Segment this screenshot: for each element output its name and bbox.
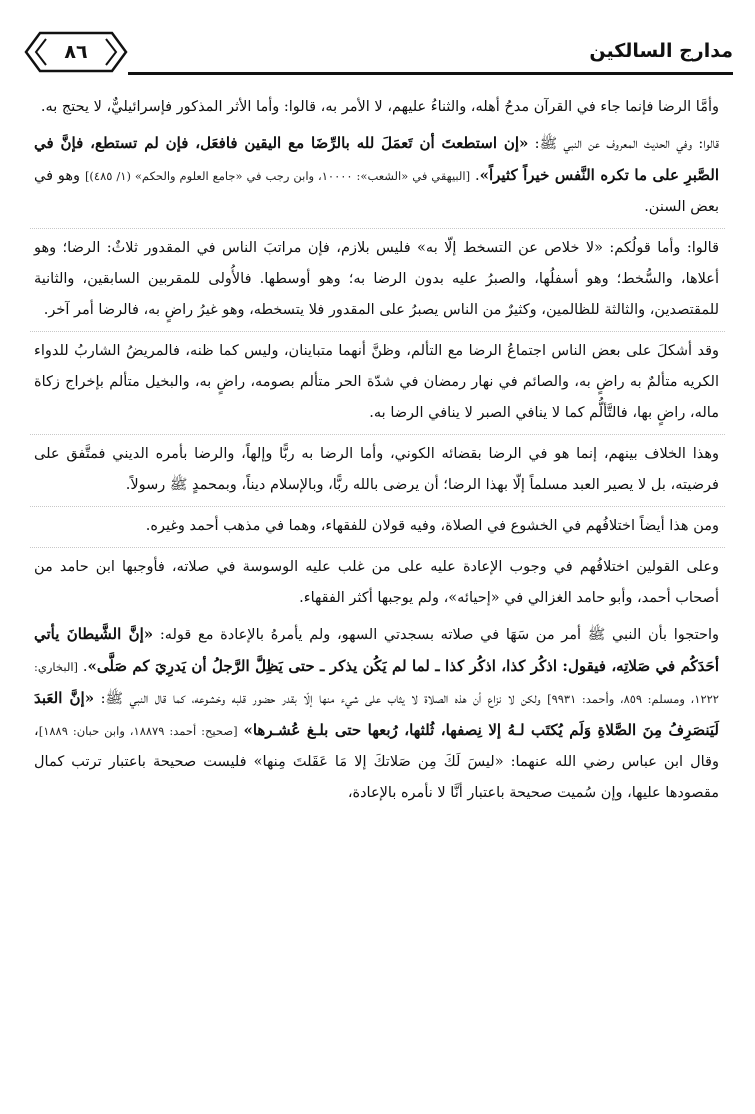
hadith-quote: «إنَّ العَبدَ لَيَنصَرِفُ مِنَ الصَّلاةِ وَلَم يُكتَب لـهُ إلا نِصفها، ثُلثها، رُبعها حتى بلـغ عُشـرها» xyxy=(34,689,720,739)
paragraph xyxy=(30,619,725,809)
paragraph xyxy=(30,92,725,123)
page-number-badge xyxy=(20,30,132,74)
text-run: . xyxy=(78,659,88,675)
hadith-quote: «إن استطعتَ أن تَعمَلَ لله بالرِّضَا مع اليقين فافعَل، فإن لم تستطع، فإنَّ في الصَّبرِ على ما تكره النَّفس خيراً كثيراً» xyxy=(34,134,719,184)
paragraph xyxy=(30,331,725,429)
paragraph xyxy=(30,128,725,223)
hadith-quote: «إنَّ الشَّيطانَ يأتي أحَدَكُم في صَلاتِه، فيقول: اذكُر كذا، اذكُر كذا ـ لما لم يَكُن يذكر ـ حتى يَظِلَّ الرَّجلُ أن يَدرِيَ كم صَلَّى» xyxy=(34,625,719,675)
text-run: قالوا: وفي الحديث المعروف عن النبي ﷺ: xyxy=(528,136,720,152)
text-run: . xyxy=(470,168,480,184)
paragraph xyxy=(30,434,725,501)
text-run: ، وقال ابن عباس رضي الله عنهما: «ليسَ لَكَ مِن صَلاتكَ إلا مَا عَقَلتَ مِنها» فليست صحيحة باعتبار ترتب كمال مقصودها عليها، وإن سُميت صحيحة باعتبار أنَّا لا نأمره بالإعادة، xyxy=(34,723,719,801)
text-run: ولكن لا نزاع أن هذه الصلاة لا يثاب على شيء منها إلّا بقدر حضور قلبه وخشوعه، كما قال النبي ﷺ: xyxy=(94,691,548,707)
text-run: وهذا الخلاف بينهم، إنما هو في الرضا بقضائه الكوني، وأما الرضا به ربًّا وإلهاً، والرضا بأمره الديني فمتَّفق على فرضيته، بل لا يصير العبد مسلماً إلّا بهذا الرضا؛ أن يرضى بالله ربًّا، وبالإسلام ديناً، وبمحمدٍ ﷺ رسولاً. xyxy=(34,446,719,493)
text-run: وأمَّا الرضا فإنما جاء في القرآن مدحُ أهله، والثناءُ عليهم، لا الأمر به، قالوا: وأما الأثر المذكور فإسرائيليٌّ، لا يحتج به. xyxy=(40,99,719,115)
text-run: واحتجوا بأن النبي ﷺ أمر من سَهَا في صلاته بسجدتي السهو، ولم يأمرهُ بالإعادة مع قوله: xyxy=(153,627,719,643)
text-run: وقد أشكلَ على بعض الناس اجتماعُ الرضا مع التألم، وظنَّ أنهما متباينان، وليس كما ظنه، فالمريضُ الشاربُ للدواء الكريه متألمٌ به راضٍ به، والصائم في نهار رمضان في شدّة الحر متألم بصومه، راضٍ به، والبخيل متألم بإخراج زكاة ماله، راضٍ بها، فالتَّألُّم كما لا ينافي الصبر لا ينافي الرضا به. xyxy=(34,343,719,421)
header-rule xyxy=(128,72,733,75)
paragraph xyxy=(30,228,725,326)
text-run: ومن هذا أيضاً اختلافُهم في الخشوع في الصلاة، وفيه قولان للفقهاء، وهما في مذهب أحمد وغيره. xyxy=(145,518,719,534)
running-title: مدارج السالكين xyxy=(589,40,733,62)
source-citation: [البخاري: ١٢٢٢، ومسلم: ٨٥٩، وأحمد: ٩٩٣١] xyxy=(34,660,719,706)
page-number: ٨٦ xyxy=(64,41,88,63)
text-run: وهو في بعض السنن. xyxy=(34,168,719,215)
paragraph xyxy=(30,506,725,542)
text-run: وعلى القولين اختلافُهم في وجوب الإعادة عليه على من غلب عليه الوسوسة في صلاته، فأوجبها ابن حامد من أصحاب أحمد، وأبو حامد الغزالي في «إحيائه»، ولم يوجبها أكثر الفقهاء. xyxy=(34,559,719,606)
text-run: قالوا: وأما قولُكم: «لا خلاص عن التسخط إلّا به» فليس بلازم، فإن مراتبَ الناس في المقدور ثلاثٌ: الرضا؛ وهو أعلاها، والسُّخط؛ وهو أسفلُها، والصبرُ عليه بدون الرضا به؛ وهو أوسطها. فالأُولى للمقربين السابقين، والثانية للمقتصدين، والثالثة للظالمين، وكثيرٌ من الناس يصبرُ على المقدور فلا يتسخطه، وهو غيرُ راضٍ به، فالرضا أمر آخر. xyxy=(34,240,719,318)
paragraph xyxy=(30,547,725,614)
page-header xyxy=(20,30,733,82)
page-body xyxy=(30,92,725,809)
source-citation: [البيهقي في «الشعب»: ١٠٠٠٠، وابن رجب في «جامع العلوم والحكم» (١/ ٤٨٥)] xyxy=(84,169,471,183)
source-citation: [صحيح: أحمد: ١٨٨٧٩، وابن حبان: ١٨٨٩] xyxy=(38,724,238,738)
